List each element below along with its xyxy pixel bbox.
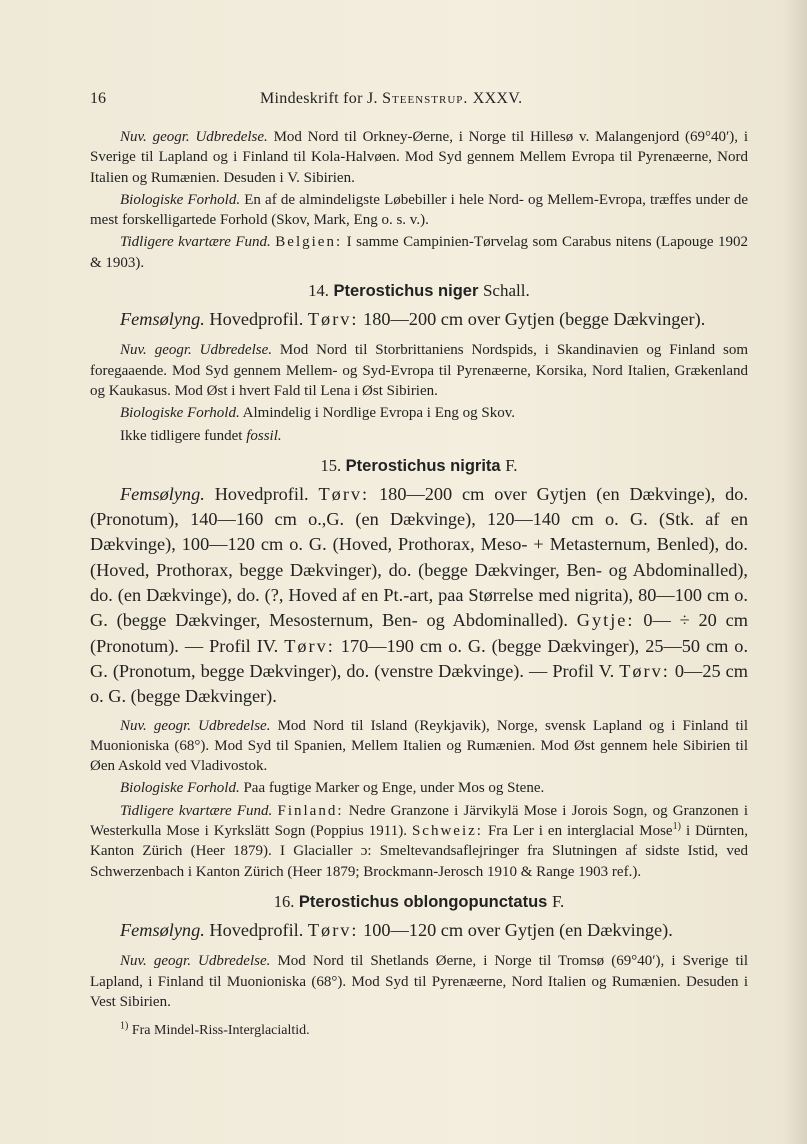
paragraph-label: Nuv. geogr. Udbredelse. — [120, 953, 271, 970]
page-number: 16 — [90, 90, 106, 107]
paragraph-label: Nuv. geogr. Udbredelse. — [120, 717, 271, 734]
paragraph-text: Hovedprofil. — [209, 309, 304, 330]
spaced-label: Tørv: — [318, 483, 370, 504]
spaced-label: Tørv: — [619, 660, 670, 681]
paragraph — [90, 801, 748, 882]
species-name: Pterostichus nigrita — [345, 456, 501, 475]
paragraph-text: Nedre Granzone i Järvikylä Mose i Jorois Sogn, og Granzonen i Westerkulla Mose i Kyrkslätt Sogn (Poppius 1911). — [90, 802, 749, 840]
paragraph-text: Almindelig i Nordlige Evropa i Eng og Skov. — [242, 405, 515, 422]
title-volume: XXXV. — [472, 90, 523, 107]
spaced-label: Gytje: — [576, 610, 635, 631]
footnote-mark: 1) — [120, 1020, 129, 1032]
paragraph-text: 0— ÷ 20 cm (Pronotum). — Profil IV. — [90, 610, 749, 656]
paragraph-text: 100—120 cm over Gytjen (en Dækvinge). — [363, 919, 673, 940]
paragraph — [90, 127, 748, 188]
spaced-label: Belgien: — [275, 234, 343, 251]
paragraph-text: Ikke tidligere fundet — [120, 427, 243, 444]
paragraph-text: Mod Nord til Island (Reykjavik), Norge, svensk Lapland og i Finland til Muonioniska (68°). Mod Syd til Spanien, Mellem Italien og Rumænien. Mod Øst gennem hele Sibirien til Øen Askold ved Vladivostok. — [90, 717, 748, 775]
species-name: Pterostichus niger — [333, 282, 479, 301]
paragraph-text: Mod Nord til Shetlands Øerne, i Norge til Tromsø (69°40′), i Sverige til Lapland, i Finland til Muonioniska (68°). Mod Syd til Pyrenæerne, Nord Italien og Rumænien. Desuden i Vest Sibirien. — [90, 953, 748, 1010]
paragraph — [90, 340, 748, 401]
title-name: Steenstrup. — [382, 90, 469, 107]
paragraph — [90, 778, 748, 798]
paragraph-text: 0—25 cm o. G. (begge Dækvinger). — [90, 660, 748, 707]
title-prefix: Mindeskrift for J. — [260, 90, 378, 107]
paragraph-text: Hovedprofil. — [214, 483, 309, 504]
paragraph-text: Mod Nord til Storbrittaniens Nordspids, i Skandinavien og Finland som foregaaende. Mod Syd gennem Mellem- og Syd-Evropa til Pyrenæerne, Korsika, Nord Italien, Grækenland og Kaukasus. Mod Øst i hvert Fald til Lena i Øst Sibirien. — [90, 342, 748, 399]
paragraph-text: Fra Ler i en interglacial Mose — [487, 823, 673, 840]
paragraph-text: i Dürnten, Kanton Zürich (Heer 1879). I Glacialler ɔ: Smeltevandsaflejringer fra Slutningen af sidste Istid, ved Schwerzenbach i Kanton Zürich (Heer 1879; Brockmann-Jerosch 1910 & Range 1903 ref.). — [90, 823, 749, 880]
species-name: Pterostichus oblongopunctatus — [298, 892, 548, 911]
italic-word: fossil. — [246, 427, 282, 444]
paragraph-label: Femsølyng. — [120, 919, 205, 940]
spaced-label: Tørv: — [307, 309, 359, 330]
footnote — [90, 1022, 748, 1040]
paragraph — [90, 918, 748, 943]
paragraph-label: Tidligere kvartære Fund. — [120, 234, 271, 251]
paragraph — [90, 232, 748, 273]
running-header — [90, 90, 730, 112]
paragraph-label: Tidligere kvartære Fund. — [120, 802, 273, 819]
paragraph-label: Biologiske Forhold. — [120, 405, 240, 422]
footnote-ref: 1) — [672, 821, 681, 833]
paragraph-text: Mod Nord til Orkney-Øerne, i Norge til Hillesø v. Malangenjord (69°40′), i Sverige til Lapland og i Finland til Kola-Halvøen. Mod Syd gennem Mellem Evropa til Pyrenæerne, Nord Italien og Rumænien. Desuden i V. Sibirien. — [90, 129, 748, 186]
body-text — [90, 127, 748, 1040]
paragraph-text: I samme Campinien-Tørvelag som Carabus nitens (Lapouge 1902 & 1903). — [90, 234, 749, 271]
paragraph — [90, 307, 748, 332]
paragraph-label: Biologiske Forhold. — [120, 191, 241, 208]
paragraph — [90, 403, 748, 423]
species-number: 16. — [273, 891, 295, 911]
paragraph — [90, 482, 748, 710]
paragraph-text: 180—200 cm over Gytjen (en Dækvinge), do. (Pronotum), 140—160 cm o.,G. (en Dækvinge), 120—140 cm o. G. (Stk. af en Dækvinge), 100—120 cm o. G. (Hoved, Prothorax, Meso- + Metasternum, Benled), do. (Hoved, Prothorax, begge Dækvinger), do. (begge Dækvinger, Ben- og Abdominalled), do. (en Dækvinge), do. (?, Hoved af en Pt.-art, paa Størrelse med nigrita), 80—100 cm o. G. (begge Dækvinger, Mesosternum, Ben- og Abdominalled). — [90, 483, 749, 631]
paragraph-text: 180—200 cm over Gytjen (begge Dækvinger). — [363, 309, 706, 330]
species-author: Schall. — [482, 281, 530, 301]
spaced-label: Tørv: — [284, 635, 335, 656]
paragraph-label: Nuv. geogr. Udbredelse. — [120, 129, 268, 145]
paragraph-label: Nuv. geogr. Udbredelse. — [120, 342, 273, 359]
paragraph-label: Biologiske Forhold. — [120, 780, 240, 797]
paragraph — [90, 190, 748, 231]
spaced-label: Finland: — [277, 802, 344, 819]
species-author: F. — [505, 455, 518, 475]
spaced-label: Tørv: — [307, 919, 359, 940]
paragraph-text: 170—190 cm o. G. (begge Dækvinger), 25—50 cm o. G. (Pronotum, begge Dækvinger), do. (venstre Dækvinge). — Profil V. — [90, 635, 749, 681]
paragraph-label: Femsølyng. — [120, 309, 205, 330]
species-heading — [90, 892, 748, 912]
paragraph — [90, 716, 748, 777]
species-heading — [90, 456, 748, 476]
paragraph-label: Femsølyng. — [120, 483, 205, 504]
species-number: 15. — [320, 455, 342, 475]
paragraph-text: Hovedprofil. — [209, 919, 304, 940]
species-number: 14. — [308, 281, 329, 301]
footnote-text: Fra Mindel-Riss-Interglacialtid. — [131, 1023, 310, 1039]
paragraph-text: En af de almindeligste Løbebiller i hele Nord- og Mellem-Evropa, træffes under de mest forskelligartede Forhold (Skov, Mark, Eng o. s. v.). — [90, 191, 749, 229]
paragraph-text: Paa fugtige Marker og Enge, under Mos og Stene. — [243, 780, 545, 797]
species-author: F. — [551, 891, 565, 911]
species-heading — [90, 281, 748, 301]
paragraph — [90, 426, 748, 446]
paragraph — [90, 951, 748, 1012]
running-title — [260, 90, 522, 108]
spaced-label: Schweiz: — [411, 823, 483, 840]
